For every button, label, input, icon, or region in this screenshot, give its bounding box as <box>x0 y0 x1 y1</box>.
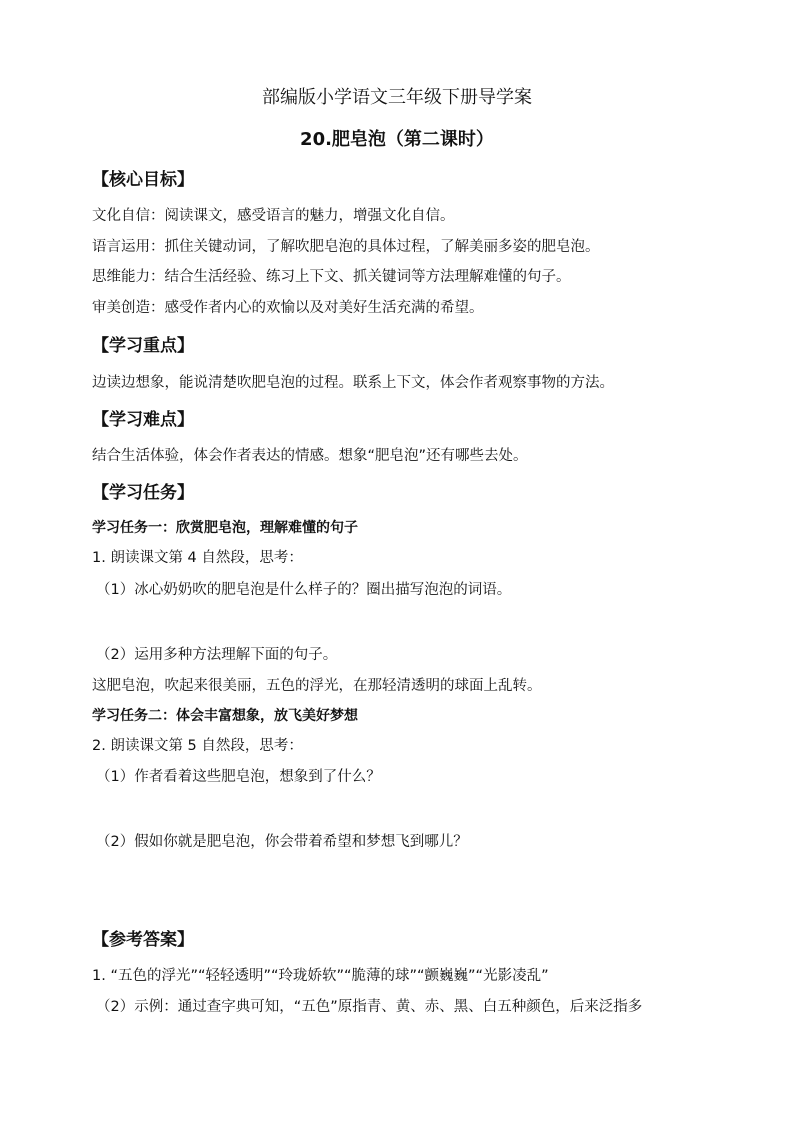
question-one-part-two: （2）运用多种方法理解下面的句子。 <box>96 647 338 663</box>
document-title: 部编版小学语文三年级下册导学案 <box>262 87 532 108</box>
question-one: 1. 朗读课文第 4 自然段，思考： <box>92 550 303 566</box>
answer-line: 1. “五色的浮光”“轻轻透明”“玲珑娇软”“脆薄的球”“颤巍巍”“光影凌乱” <box>92 968 549 984</box>
question-two-part-two: （2）假如你就是肥皂泡，你会带着希望和梦想飞到哪儿？ <box>96 834 468 850</box>
lesson-title: 20.肥皂泡（第二课时） <box>300 129 494 150</box>
core-goals-heading: 【核心目标】 <box>92 170 194 190</box>
task-two-title: 学习任务二：体会丰富想象，放飞美好梦想 <box>92 708 358 724</box>
core-goal-item: 语言运用：抓住关键动词，了解吹肥皂泡的具体过程，了解美丽多姿的肥皂泡。 <box>92 239 600 255</box>
core-goal-item: 审美创造：感受作者内心的欢愉以及对美好生活充满的希望。 <box>92 300 484 316</box>
question-two: 2. 朗读课文第 5 自然段，思考： <box>92 738 303 754</box>
core-goal-item: 思维能力：结合生活经验、练习上下文、抓关键词等方法理解难懂的句子。 <box>92 269 571 285</box>
key-points-text: 边读边想象，能说清楚吹肥皂泡的过程。联系上下文，体会作者观察事物的方法。 <box>92 375 614 391</box>
answer-line: （2）示例：通过查字典可知，“五色”原指青、黄、赤、黑、白五种颜色，后来泛指多 <box>96 999 643 1015</box>
quoted-sentence: 这肥皂泡，吹起来很美丽，五色的浮光，在那轻清透明的球面上乱转。 <box>92 678 542 694</box>
core-goal-item: 文化自信：阅读课文，感受语言的魅力，增强文化自信。 <box>92 208 455 224</box>
difficulties-text: 结合生活体验，体会作者表达的情感。想象“肥皂泡”还有哪些去处。 <box>92 448 528 464</box>
answers-heading: 【参考答案】 <box>92 930 194 950</box>
question-one-part-one: （1）冰心奶奶吹的肥皂泡是什么样子的？圈出描写泡泡的词语。 <box>96 582 512 598</box>
question-two-part-one: （1）作者看着这些肥皂泡，想象到了什么？ <box>96 769 381 785</box>
key-points-heading: 【学习重点】 <box>92 336 194 356</box>
difficulties-heading: 【学习难点】 <box>92 410 194 430</box>
task-one-title: 学习任务一：欣赏肥皂泡，理解难懂的句子 <box>92 520 358 536</box>
tasks-heading: 【学习任务】 <box>92 483 194 503</box>
